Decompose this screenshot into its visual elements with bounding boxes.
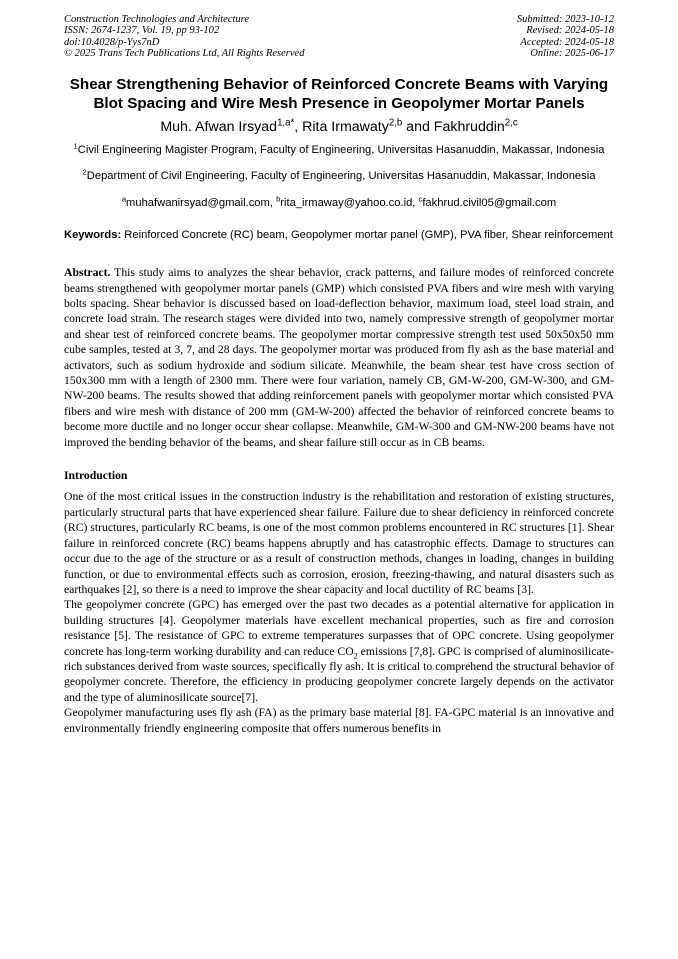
paragraph-text: The geopolymer concrete (GPC) has emerged over the past two decades as a potential alternative for application in building structures [4]. Geopolymer materials have excellent mechanical properties, such as fire and corrosion resistance [5]. The resistance of GPC to extreme temperatures surpasses that of OPC concrete. Using geopolymer concrete has long-term working durability and can reduce CO <box>64 598 614 658</box>
abstract-label: Abstract. <box>64 266 111 280</box>
email-link[interactable]: rita_irmaway@yahoo.co.id, <box>280 197 419 210</box>
publication-dates <box>517 14 614 59</box>
journal-issn: ISSN: 2674-1237, Vol. 19, pp 93-102 <box>64 25 220 37</box>
author-emails <box>64 196 614 210</box>
journal-copyright: © 2025 Trans Tech Publications Ltd, All Rights Reserved <box>64 47 305 59</box>
email-marker: b <box>276 194 281 204</box>
introduction-paragraph-2 <box>64 597 614 705</box>
affiliation-2 <box>64 169 614 184</box>
author-name: Fakhruddin <box>433 119 505 136</box>
author-name: Rita Irmawaty <box>302 119 389 136</box>
introduction-paragraph-1: One of the most critical issues in the construction industry is the rehabilitation and restoration of existing structures, particularly structural parts that have experienced shear failure. Failure due to shear deficiency in reinforced concrete (RC) structures, particularly RC beams, is one of the most common problems encountered in RC structures [1]. Shear failure in reinforced concrete (RC) beams happens abruptly and has catastrophic effects. Damage to structures can occur due to the age of the structure or as a result of construction methods, changes in loading, changes in building function, or due to environmental effects such as corrosion, erosion, freezing-thawing, and natural disasters such as earthquakes [2], so there is a need to improve the shear capacity and local ductility of RC beams [3]. <box>64 490 614 596</box>
author-superscript: 2,c <box>504 117 518 129</box>
affiliation-1 <box>64 143 614 158</box>
abstract-text: This study aims to analyzes the shear behavior, crack patterns, and failure modes of reinforced concrete beams strengthened with geopolymer mortar panels (GMP) which consisted PVA fibers and wire mesh with varying bolts spacing. Shear behavior is discussed based on load-deflection behavior, maximum load, steel load strain, and concrete load strain. The research stages were divided into two, namely compressive strength of geopolymer mortar and shear test of reinforced concrete beams. The geopolymer mortar compressive strength test used 50x50x50 mm cube samples, tested at 3, 7, and 28 days. The geopolymer mortar was produced from fly ash as the base material and activators, such as sodium hydroxide and sodium silicate. Meanwhile, the beam shear test have cross section of 150x300 mm with a length of 2300 mm. There were four variation, namely CB, GM-W-200, GM-W-300, and GM-NW-200 beams. The results showed that adding reinforcement panels with geopolymer mortar which consisted PVA fibers and wire mesh with distance of 200 mm (GM-W-200) affected the behavior of reinforced concrete beams to become more ductile and no longer occur shear collapse. Meanwhile, GM-W-300 and GM-NW-200 beams have not improved the bending behavior of the beams, and shear failure still occur as in CB beams. <box>64 266 614 449</box>
paper-title: Shear Strengthening Behavior of Reinforced Concrete Beams with Varying Blot Spacing and Wire Mesh Presence in Geopolymer Mortar Panels <box>69 76 609 113</box>
affiliation-marker: 1 <box>73 141 78 151</box>
journal-doi: doi:10.4028/p-Yys7nD <box>64 36 160 48</box>
paragraph-text: emissions [7,8]. GPC is comprised of aluminosilicate-rich substances derived from waste sources, specifically fly ash. It is critical to comprehend the structural behavior of geopolymer concrete. Therefore, the efficiency in producing geopolymer concrete largely depends on the activator and the type of aluminosilicate source[7]. <box>64 644 614 704</box>
author-separator: and <box>402 119 434 136</box>
introduction-paragraph-3: Geopolymer manufacturing uses fly ash (FA) as the primary base material [8]. FA-GPC material is an innovative and environmentally friendly engineering composite that offers numerous benefits in <box>64 706 614 735</box>
affiliation-marker: 2 <box>82 167 87 177</box>
journal-header <box>64 14 614 59</box>
email-marker: a <box>121 194 127 204</box>
abstract-section <box>64 265 614 450</box>
date-accepted: Accepted: 2024-05-18 <box>520 36 614 48</box>
author-list <box>64 118 614 136</box>
email-link[interactable]: muhafwanirsyad@gmail.com, <box>126 197 277 210</box>
email-link[interactable]: fakhrud.civil05@gmail.com <box>422 197 557 210</box>
date-submitted: Submitted: 2023-10-12 <box>516 14 614 25</box>
date-revised: Revised: 2024-05-18 <box>526 25 614 37</box>
keywords-label: Keywords: <box>64 229 122 242</box>
date-online: Online: 2025-06-17 <box>530 47 614 59</box>
keywords-section <box>64 228 614 243</box>
affiliation-text: Department of Civil Engineering, Faculty of Engineering, Universitas Hasanuddin, Makassar, Indonesia <box>86 170 596 183</box>
paper-page <box>64 14 614 736</box>
introduction-heading: Introduction <box>64 469 128 483</box>
author-superscript: 2,b <box>388 117 403 129</box>
keywords-text: Reinforced Concrete (RC) beam, Geopolymer mortar panel (GMP), PVA fiber, Shear reinforcement <box>121 229 613 242</box>
journal-name: Construction Technologies and Architecture <box>64 14 250 25</box>
affiliation-text: Civil Engineering Magister Program, Faculty of Engineering, Universitas Hasanuddin, Makassar, Indonesia <box>77 144 605 157</box>
subscript: 2 <box>353 650 358 660</box>
author-superscript: 1,a* <box>277 117 295 129</box>
journal-info <box>64 14 304 59</box>
email-marker: c <box>418 194 423 204</box>
author-separator: , <box>294 119 303 136</box>
author-name: Muh. Afwan Irsyad <box>160 119 278 136</box>
